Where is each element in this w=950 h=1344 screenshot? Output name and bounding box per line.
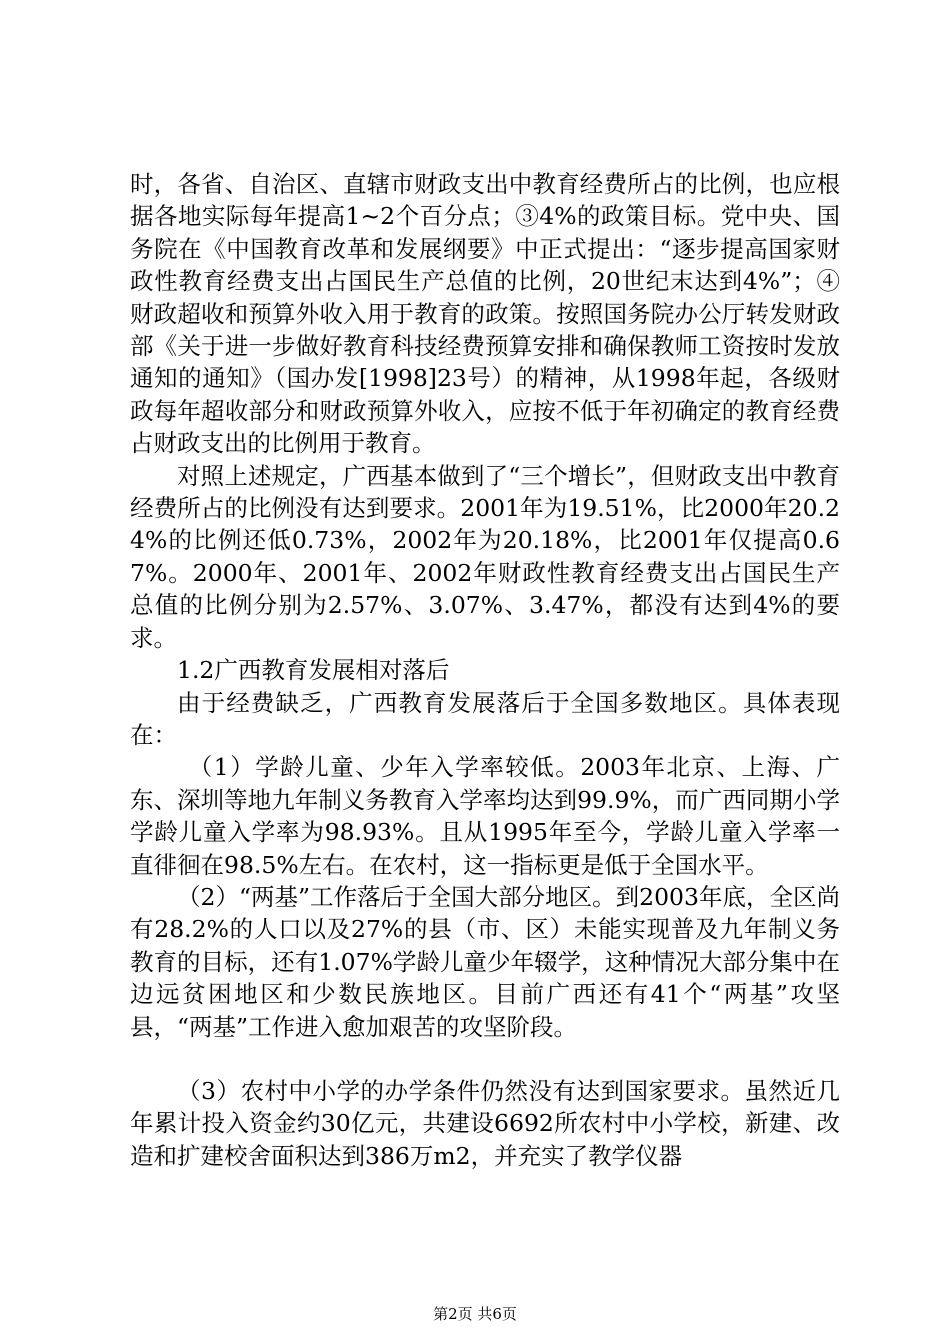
section-heading-1-2: 1.2广西教育发展相对落后 <box>177 656 450 685</box>
paragraph-two-basics: （2）“两基”工作落后于全国大部分地区。到2003年底，全区尚有28.2%的人口以及27%的县（市、区）未能实现普及九年制义务教育的目标，还有1.07%学龄儿童少年辍学，这种情况大部分集中在边远贫困地区和少数民族地区。目前广西还有41个“两基”攻坚县，“两基”工作进入愈加艰苦的攻坚阶段。 <box>130 882 840 1041</box>
page-number-label: 第2页 共6页 <box>433 1305 517 1323</box>
paragraph-gap <box>130 1043 840 1075</box>
paragraph-guangxi-comparison: 对照上述规定，广西基本做到了“三个增长”，但财政支出中教育经费所占的比例没有达到要求。2001年为19.51%，比2000年20.24%的比例还低0.73%，2002年为20.18%，比2001年仅提高0.67%。2000年、2001年、2002年财政性教育经费支出占国民生产总值的比例分别为2.57%、3.07%、3.47%，都没有达到4%的要求。 <box>130 461 840 652</box>
page-footer <box>0 1305 950 1323</box>
paragraph-enrollment-rate: （1）学龄儿童、少年入学率较低。2003年北京、上海、广东、深圳等地九年制义务教育入学率均达到99.9%，而广西同期小学学龄儿童入学率为98.93%。且从1995年至今，学龄儿童入学率一直徘徊在98.5%左右。在农村，这一指标更是低于全国水平。 <box>130 753 840 879</box>
paragraph-rural-schools: （3）农村中小学的办学条件仍然没有达到国家要求。虽然近几年累计投入资金约30亿元，共建设6692所农村中小学校，新建、改造和扩建校舍面积达到386万m2，并充实了教学仪器 <box>130 1076 840 1170</box>
document-body <box>130 168 840 1172</box>
paragraph-education-funding-policy: 时，各省、自治区、直辖市财政支出中教育经费所占的比例，也应根据各地实际每年提高1~2个百分点；③4%的政策目标。党中央、国务院在《中国教育改革和发展纲要》中正式提出：“逐步提高国家财政性教育经费支出占国民生产总值的比例，20世纪末达到4%”；④财政超收和预算外收入用于教育的政策。按照国务院办公厅转发财政部《关于进一步做好教育科技经费预算安排和确保教师工资按时发放通知的通知》（国办发[1998]23号）的精神，从1998年起，各级财政每年超收部分和财政预算外收入，应按不低于年初确定的教育经费占财政支出的比例用于教育。 <box>130 170 840 458</box>
paragraph-development-lagging: 由于经费缺乏，广西教育发展落后于全国多数地区。具体表现在： <box>130 688 840 749</box>
